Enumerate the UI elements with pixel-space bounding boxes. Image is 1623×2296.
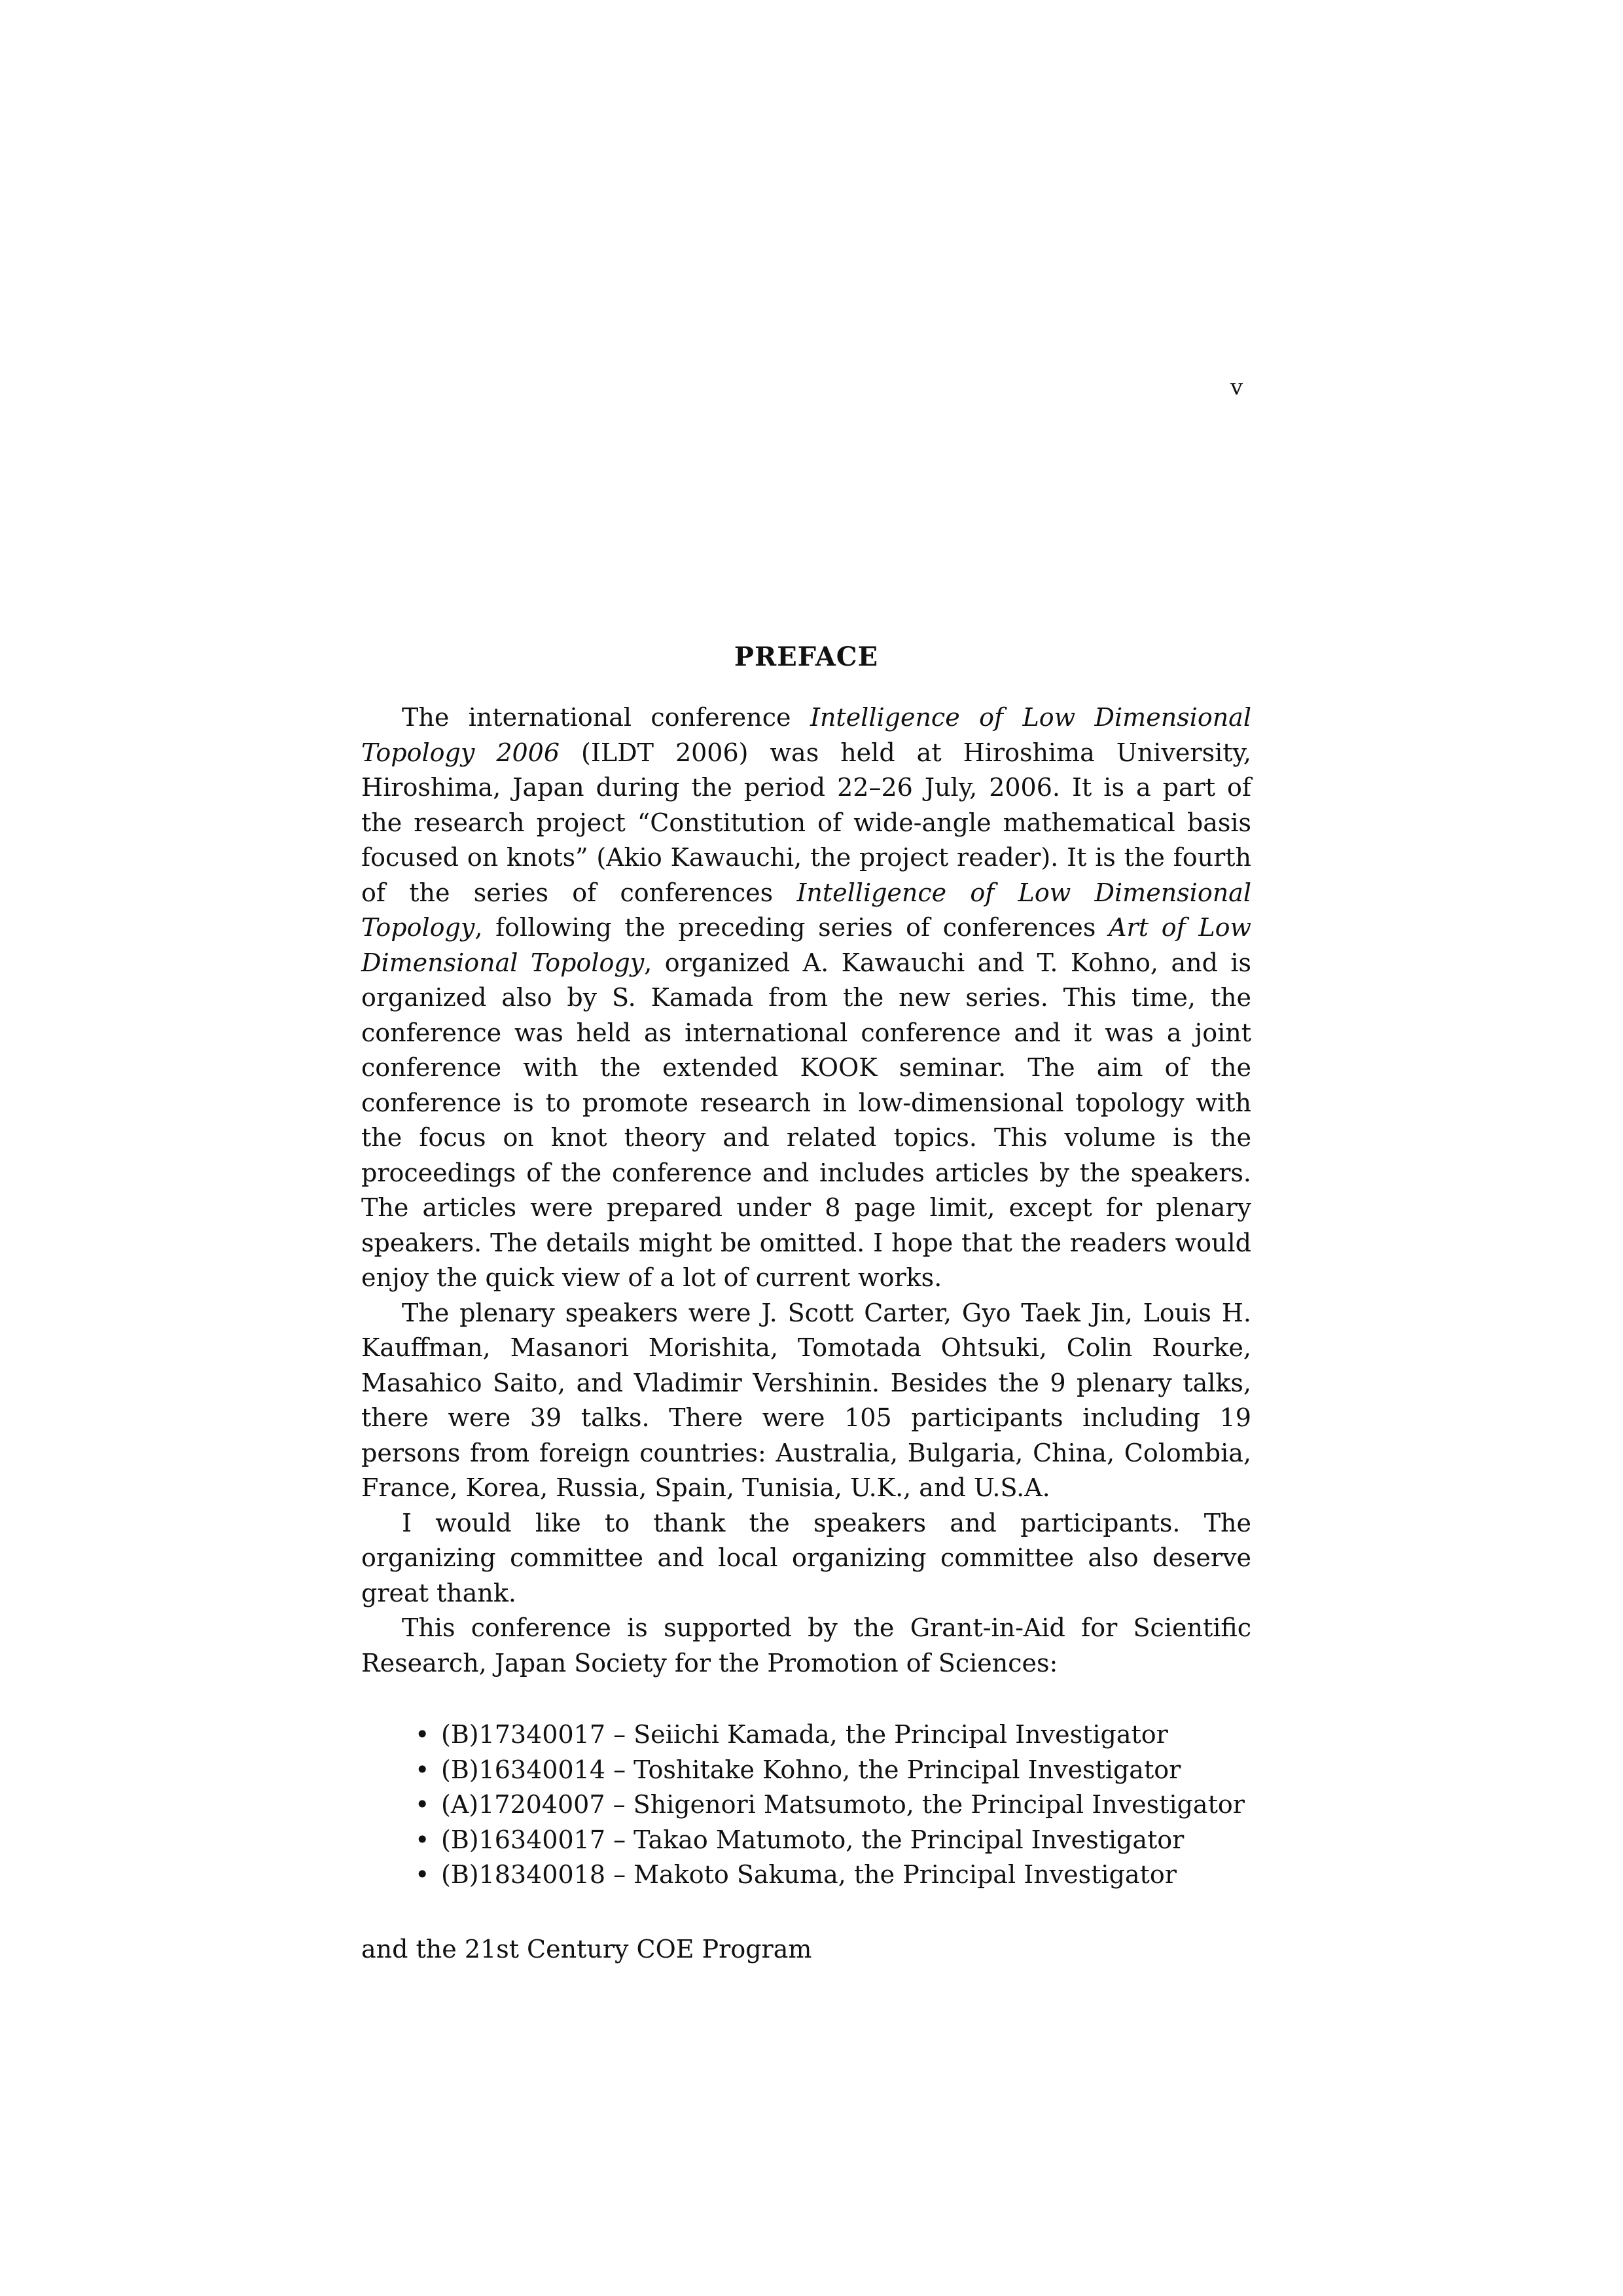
paragraph-thanks: I would like to thank the speakers and participants. The organizing committee and local organizing committee also deserve great thank. (361, 1508, 1251, 1607)
bullet-icon: • (415, 1755, 430, 1784)
paragraph-speakers: The plenary speakers were J. Scott Carter, Gyo Taek Jin, Louis H. Kauffman, Masanori Morishita, Tomotada Ohtsuki, Colin Rourke, Masahico Saito, and Vladimir Vershinin. Besides the 9 plenary talks, there were 39 talks. There were 105 participants including 19 persons from foreign countries: Australia, Bulgaria, China, Colombia, France, Korea, Russia, Spain, Tunisia, U.K., and U.S.A. (361, 1298, 1251, 1502)
grant-list (361, 1717, 1251, 1893)
bullet-icon: • (415, 1720, 430, 1749)
paragraph-intro-text-4: , organized A. Kawauchi and T. Kohno, and is organized also by S. Kamada from the new series. This time, the conference was held as international conference and it was a joint conference with the extended KOOK seminar. The aim of the conference is to promote research in low-dimensional topology with the focus on knot theory and related topics. This volume is the proceedings of the conference and includes articles by the speakers. The articles were prepared under 8 page limit, except for plenary speakers. The details might be omitted. I hope that the readers would enjoy the quick view of a lot of current works. (361, 948, 1251, 1292)
grant-text: (B)17340017 – Seiichi Kamada, the Principal Investigator (441, 1720, 1168, 1749)
conference-name-italic: Intelligence of Low Dimensional Topology 2006 (361, 703, 1251, 767)
paragraph-support: This conference is supported by the Grant-in-Aid for Scientific Research, Japan Society for the Promotion of Sciences: (361, 1613, 1251, 1677)
preface-body (361, 700, 1251, 1967)
list-item (415, 1787, 1251, 1823)
preceding-series-name-italic: Art of Low Dimensional Topology (361, 913, 1252, 977)
closing-line: and the 21st Century COE Program (361, 1934, 812, 1964)
list-item (415, 1857, 1251, 1893)
grant-text: (B)16340014 – Toshitake Kohno, the Principal Investigator (441, 1755, 1181, 1784)
list-item (415, 1753, 1251, 1788)
bullet-icon: • (415, 1825, 430, 1854)
list-item (415, 1717, 1251, 1753)
bullet-icon: • (415, 1790, 430, 1819)
series-name-italic: Intelligence of Low Dimensional Topology (361, 878, 1251, 942)
paragraph-intro-text-1: The international conference (402, 703, 810, 732)
grant-text: (A)17204007 – Shigenori Matsumoto, the Principal Investigator (441, 1790, 1245, 1819)
page-title: PREFACE (734, 641, 879, 672)
grant-text: (B)18340018 – Makoto Sakuma, the Principal Investigator (441, 1860, 1177, 1889)
paragraph-intro-text-3: , following the preceding series of conferences (474, 913, 1109, 942)
page-number: v (1230, 374, 1243, 401)
paragraph-intro-text-2: (ILDT 2006) was held at Hiroshima University, Hiroshima, Japan during the period 22–26 July, 2006. It is a part of the research project “Constitution of wide-angle mathematical basis focused on knots” (Akio Kawauchi, the project reader). It is the fourth of the series of conferences (361, 738, 1251, 907)
grant-text: (B)16340017 – Takao Matumoto, the Principal Investigator (441, 1825, 1185, 1854)
paragraph-intro (361, 700, 1251, 1296)
bullet-icon: • (415, 1860, 430, 1889)
list-item (415, 1823, 1251, 1858)
